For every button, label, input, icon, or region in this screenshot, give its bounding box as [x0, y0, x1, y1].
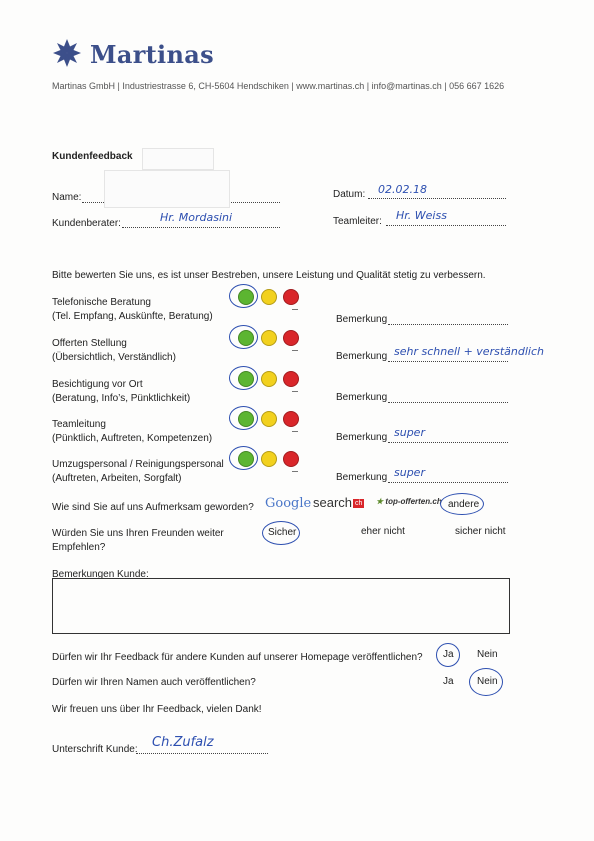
- advisor-value: Hr. Mordasini: [160, 211, 233, 224]
- rating-subtitle: (Übersichtlich, Verständlich): [52, 352, 176, 363]
- rating-dash: [292, 350, 298, 351]
- publish-feedback-yes[interactable]: Ja: [443, 649, 454, 660]
- logo-name: Martinas: [90, 40, 214, 69]
- signature-label: Unterschrift Kunde:: [52, 744, 138, 755]
- thanks-text: Wir freuen uns über Ihr Feedback, vielen Dank!: [52, 704, 262, 715]
- publish-name-question: Dürfen wir Ihren Namen auch veröffentlichen?: [52, 677, 256, 688]
- rating-title: Umzugspersonal / Reinigungspersonal: [52, 459, 224, 470]
- rating-title: Telefonische Beratung: [52, 297, 151, 308]
- team-lead-value: Hr. Weiss: [396, 209, 447, 222]
- remark-label: Bemerkung: [336, 392, 388, 403]
- signature-value: Ch.Zufalz: [152, 735, 214, 750]
- recommend-question-line1: Würden Sie uns Ihren Freunden weiter: [52, 528, 224, 539]
- source-google-option[interactable]: [265, 496, 311, 511]
- remark-label: Bemerkung: [336, 351, 388, 362]
- recommend-question-line2: Empfehlen?: [52, 542, 106, 553]
- rating-title: Offerten Stellung: [52, 338, 127, 349]
- search-logo: search: [313, 495, 353, 510]
- smiley-bad-icon[interactable]: [283, 330, 299, 346]
- selection-circle-good: [229, 446, 258, 470]
- selection-circle-andere: [440, 493, 484, 515]
- selection-circle-good: [229, 284, 258, 308]
- remark-value: super: [394, 466, 425, 479]
- remark-value: sehr schnell + verständlich: [394, 345, 544, 358]
- source-topofferten-option[interactable]: [376, 497, 442, 506]
- smiley-neutral-icon[interactable]: [261, 371, 277, 387]
- smiley-neutral-icon[interactable]: [261, 330, 277, 346]
- logo-icon: [52, 38, 82, 68]
- rating-dash: [292, 471, 298, 472]
- topofferten-logo: top-offerten.ch: [385, 497, 442, 506]
- selection-circle-feedback-yes: [436, 643, 460, 667]
- remark-label: Bemerkung: [336, 472, 388, 483]
- remark-value: super: [394, 426, 425, 439]
- publish-feedback-no[interactable]: Nein: [477, 649, 498, 660]
- company-address-line: Martinas GmbH | Industriestrasse 6, CH-5604 Hendschiken | www.martinas.ch | info@martinas.ch | 056 667 1626: [52, 81, 505, 91]
- date-label: Datum:: [333, 189, 366, 200]
- smiley-neutral-icon[interactable]: [261, 289, 277, 305]
- publish-feedback-question: Dürfen wir Ihr Feedback für andere Kunden auf unserer Homepage veröffentlichen?: [52, 652, 423, 663]
- smiley-bad-icon[interactable]: [283, 411, 299, 427]
- smiley-bad-icon[interactable]: [283, 451, 299, 467]
- rating-title: Besichtigung vor Ort: [52, 379, 143, 390]
- source-question: Wie sind Sie auf uns Aufmerksam geworden?: [52, 502, 254, 513]
- rating-subtitle: (Beratung, Info’s, Pünktlichkeit): [52, 393, 191, 404]
- rating-dash: [292, 391, 298, 392]
- selection-circle-sicher: [262, 521, 300, 545]
- search-logo-badge: ch: [355, 500, 363, 508]
- redaction-patch: [142, 148, 214, 170]
- smiley-neutral-icon[interactable]: [261, 411, 277, 427]
- source-other-option[interactable]: andere: [448, 499, 480, 510]
- remark-field[interactable]: [388, 392, 508, 403]
- team-lead-label: Teamleiter:: [333, 216, 382, 227]
- smiley-neutral-icon[interactable]: [261, 451, 277, 467]
- remark-label: Bemerkung: [336, 314, 388, 325]
- remark-label: Bemerkung: [336, 432, 388, 443]
- name-label: Name:: [52, 192, 82, 203]
- rating-subtitle: (Tel. Empfang, Auskünfte, Beratung): [52, 311, 213, 322]
- form-title: Kundenfeedback: [52, 151, 133, 162]
- selection-circle-name-no: [469, 668, 503, 696]
- publish-name-yes[interactable]: Ja: [443, 676, 454, 687]
- customer-remarks-label: Bemerkungen Kunde:: [52, 569, 149, 580]
- publish-name-no[interactable]: Nein: [477, 676, 498, 687]
- source-search-option[interactable]: [313, 495, 364, 510]
- google-logo: Google: [265, 496, 312, 511]
- rating-subtitle: (Pünktlich, Auftreten, Kompetenzen): [52, 433, 213, 444]
- rating-intro: Bitte bewerten Sie uns, es ist unser Bestreben, unsere Leistung und Qualität stetig zu verbessern.: [52, 270, 486, 281]
- selection-circle-good: [229, 325, 258, 349]
- customer-remarks-box[interactable]: [52, 578, 510, 634]
- rating-dash: [292, 309, 298, 310]
- selection-circle-good: [229, 366, 258, 390]
- recommend-option-sicher-nicht[interactable]: sicher nicht: [455, 526, 506, 537]
- date-value: 02.02.18: [378, 183, 427, 196]
- selection-circle-good: [229, 406, 258, 430]
- star-icon: ★: [376, 497, 384, 506]
- recommend-option-sicher[interactable]: Sicher: [268, 527, 297, 538]
- rating-subtitle: (Auftreten, Arbeiten, Sorgfalt): [52, 473, 182, 484]
- rating-dash: [292, 431, 298, 432]
- name-redaction: [104, 170, 230, 208]
- smiley-bad-icon[interactable]: [283, 371, 299, 387]
- recommend-option-eher-nicht[interactable]: eher nicht: [361, 526, 405, 537]
- rating-title: Teamleitung: [52, 419, 106, 430]
- smiley-bad-icon[interactable]: [283, 289, 299, 305]
- remark-field[interactable]: [388, 314, 508, 325]
- advisor-label: Kundenberater:: [52, 218, 121, 229]
